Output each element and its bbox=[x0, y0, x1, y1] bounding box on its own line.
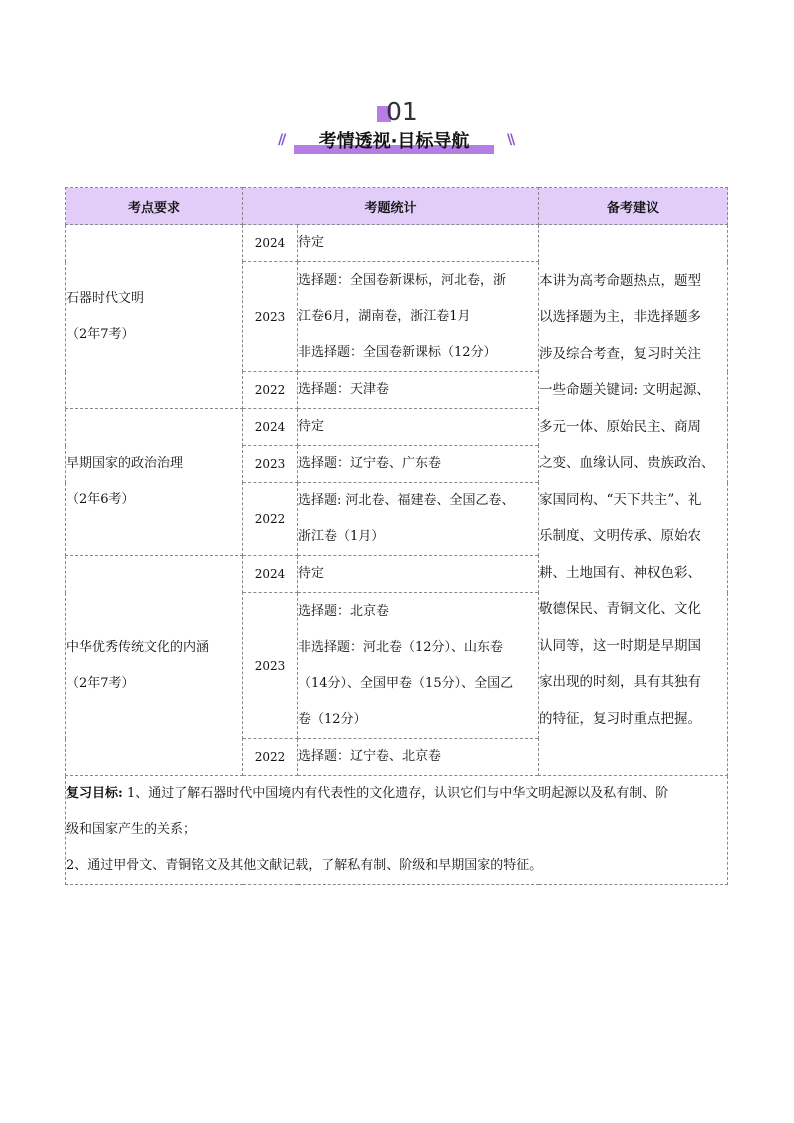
topic-name: 石器时代文明 bbox=[66, 290, 145, 306]
stat-line: 非选择题：河北卷（12分）、山东卷 bbox=[298, 639, 504, 655]
advice-line: 乐制度、文明传承、原始农 bbox=[539, 528, 702, 545]
table-row bbox=[66, 225, 728, 262]
topic-count: （2年7考） bbox=[66, 326, 135, 342]
advice-line: 家出现的时刻，具有其独有 bbox=[539, 674, 702, 691]
header-advice: 备考建议 bbox=[539, 188, 728, 225]
advice-line: 敬德保民、青铜文化、文化 bbox=[539, 601, 702, 618]
topic-count: （2年6考） bbox=[66, 492, 135, 507]
year-cell: 2024 bbox=[243, 556, 298, 593]
decor-slash-right: \\ bbox=[507, 132, 514, 148]
stat-cell bbox=[298, 593, 539, 739]
year-cell: 2022 bbox=[243, 372, 298, 409]
advice-line: 的特征，复习时重点把握。 bbox=[539, 710, 702, 727]
review-goals-cell bbox=[66, 776, 728, 885]
stat-cell bbox=[298, 262, 539, 372]
year-cell: 2023 bbox=[243, 593, 298, 739]
advice-line: 一些命题关键词: 文明起源、 bbox=[539, 382, 710, 399]
goal-line: 2、通过甲骨文、青铜铭文及其他文献记载，了解私有制、阶级和早期国家的特征。 bbox=[66, 858, 543, 873]
year-cell: 2024 bbox=[243, 225, 298, 262]
advice-line: 耕、土地国有、神权色彩、 bbox=[539, 564, 702, 581]
year-cell: 2022 bbox=[243, 739, 298, 776]
topic-name: 早期国家的政治治理 bbox=[66, 456, 184, 471]
goal-label: 复习目标: bbox=[66, 786, 123, 801]
stat-line: 待定 bbox=[298, 566, 325, 581]
stat-line: 选择题：辽宁卷、广东卷 bbox=[298, 456, 442, 471]
stat-cell bbox=[298, 556, 539, 593]
stat-line: 待定 bbox=[298, 419, 325, 434]
advice-line: 家国同构、“天下共主”、礼 bbox=[539, 491, 702, 508]
stat-cell bbox=[298, 739, 539, 776]
advice-line: 多元一体、原始民主、商周 bbox=[539, 418, 702, 435]
topic-name: 中华优秀传统文化的内涵 bbox=[66, 639, 210, 655]
stat-cell bbox=[298, 483, 539, 556]
goal-text: 1、通过了解石器时代中国境内有代表性的文化遗存，认识它们与中华文明起源以及私有制、阶 bbox=[122, 786, 669, 801]
header-statistics: 考题统计 bbox=[243, 188, 539, 225]
year-cell: 2022 bbox=[243, 483, 298, 556]
stat-line: 选择题：天津卷 bbox=[298, 382, 390, 397]
topic-count: （2年7考） bbox=[66, 675, 135, 691]
topic-cell bbox=[66, 556, 243, 776]
stat-line: 选择题：辽宁卷、北京卷 bbox=[298, 749, 442, 764]
table-header-row bbox=[66, 188, 728, 225]
advice-cell bbox=[539, 225, 728, 776]
stat-cell bbox=[298, 225, 539, 262]
header-requirement: 考点要求 bbox=[66, 188, 243, 225]
goal-line: 级和国家产生的关系； bbox=[66, 822, 197, 837]
advice-line: 以选择题为主，非选择题多 bbox=[539, 309, 702, 326]
topic-cell bbox=[66, 409, 243, 556]
stat-line: 选择题：北京卷 bbox=[298, 603, 390, 619]
stat-line: （14分）、全国甲卷（15分）、全国乙 bbox=[298, 675, 514, 691]
stat-line: 选择题：全国卷新课标，河北卷，浙 bbox=[298, 272, 507, 288]
goals-row bbox=[66, 776, 728, 885]
advice-line: 之变、血缘认同、贵族政治、 bbox=[539, 455, 715, 472]
year-cell: 2023 bbox=[243, 262, 298, 372]
topic-cell bbox=[66, 225, 243, 409]
goal-line bbox=[66, 776, 727, 812]
stat-line: 待定 bbox=[298, 235, 325, 250]
section-number-text: 01 bbox=[386, 97, 418, 126]
exam-analysis-table bbox=[65, 187, 728, 885]
stat-line: 江卷6月，湖南卷，浙江卷1月 bbox=[298, 308, 471, 324]
section-title: 考情透视·目标导航 bbox=[318, 131, 470, 152]
section-number bbox=[377, 96, 417, 128]
decor-slash-left: // bbox=[278, 132, 285, 148]
section-header bbox=[0, 92, 794, 162]
stat-cell bbox=[298, 446, 539, 483]
stat-line: 浙江卷（1月） bbox=[298, 529, 385, 544]
stat-line: 选择题: 河北卷、福建卷、全国乙卷、 bbox=[298, 493, 515, 508]
stat-cell bbox=[298, 372, 539, 409]
year-cell: 2024 bbox=[243, 409, 298, 446]
section-banner bbox=[290, 130, 498, 156]
stat-line: 非选择题：全国卷新课标（12分） bbox=[298, 344, 497, 360]
advice-line: 认同等，这一时期是早期国 bbox=[539, 637, 702, 654]
stat-line: 卷（12分） bbox=[298, 711, 367, 727]
advice-line: 涉及综合考查，复习时关注 bbox=[539, 345, 702, 362]
year-cell: 2023 bbox=[243, 446, 298, 483]
advice-line: 本讲为高考命题热点，题型 bbox=[539, 272, 702, 289]
stat-cell bbox=[298, 409, 539, 446]
